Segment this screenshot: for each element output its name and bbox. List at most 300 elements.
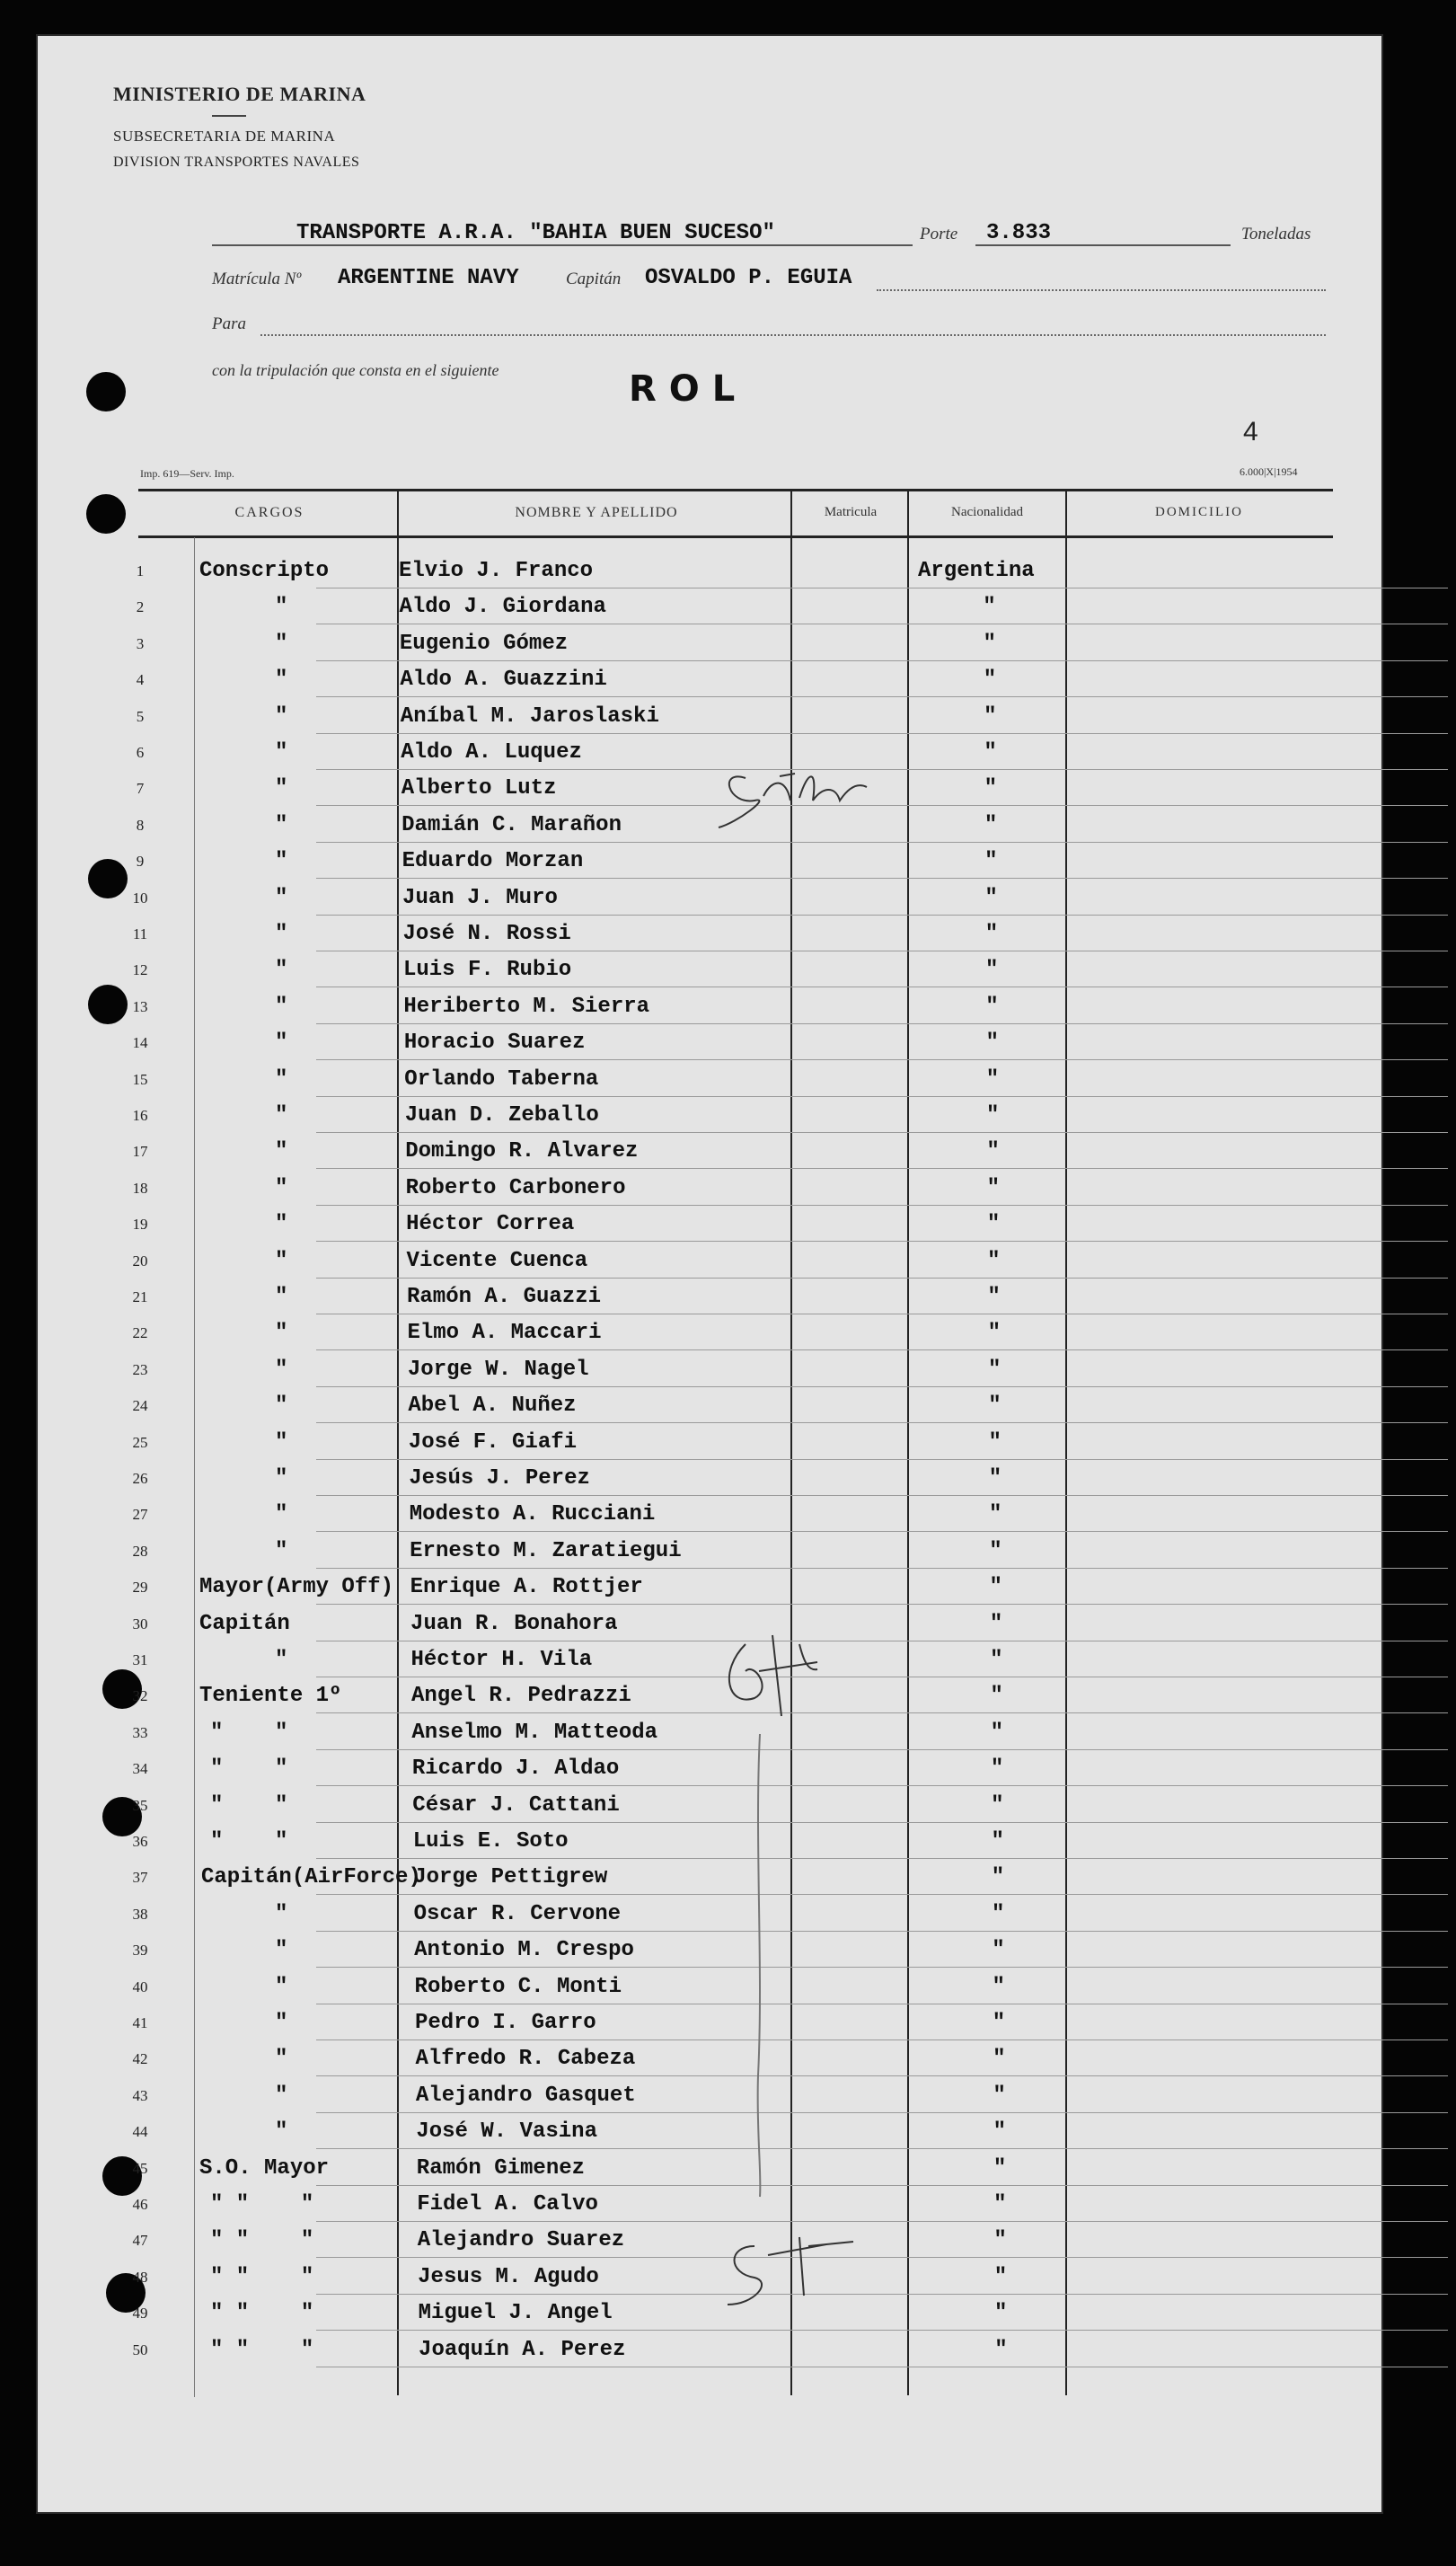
table-row [113,2116,1335,2152]
cargo-cell: " [275,1466,288,1491]
row-number: 17 [132,1143,148,1161]
nacionalidad-cell: " [987,1357,1002,1382]
col-header-domicilio: DOMICILIO [1155,505,1243,519]
table-row [113,1027,1335,1063]
cargo-cell: " [275,2011,288,2035]
row-number: 1 [136,562,145,580]
nacionalidad-cell: " [993,2264,1008,2289]
nacionalidad-cell: " [987,1321,1002,1346]
name-cell: Vicente Cuenca [406,1248,588,1273]
nacionalidad-cell: " [993,2228,1007,2253]
name-cell: José W. Vasina [416,2119,597,2145]
matricula-value: ARGENTINE NAVY [338,266,519,290]
name-cell: Antonio M. Crespo [414,1938,634,1963]
capitan-line [877,289,1326,291]
name-cell: Fidel A. Calvo [417,2192,598,2216]
table-row [113,1100,1335,1136]
row-number: 15 [132,1070,148,1088]
divider [212,115,246,117]
name-cell: Domingo R. Alvarez [405,1139,639,1164]
row-number: 45 [132,2159,148,2177]
table-row [113,1136,1335,1172]
name-cell: Jesús J. Perez [409,1466,590,1491]
cargo-cell: " [275,994,288,1019]
row-rule [316,842,1448,843]
table-row [113,1354,1335,1390]
name-cell: Juan D. Zeballo [404,1103,599,1128]
cargo-cell: " " " [210,2301,314,2326]
name-cell: Luis E. Soto [412,1829,569,1854]
row-rule [316,1712,1448,1713]
cargo-cell: " [275,1066,288,1092]
name-cell: Juan J. Muro [402,885,558,910]
table-row [113,2043,1335,2079]
name-cell: Angel R. Pedrazzi [410,1684,631,1709]
handwritten-mark [710,751,907,832]
tirada-note: 6.000|X|1954 [1240,465,1298,478]
col-header-nacionalidad: Nacionalidad [951,505,1023,519]
nacionalidad-cell: " [986,1103,1000,1128]
name-cell: Roberto Carbonero [405,1175,626,1200]
ministry-heading: MINISTERIO DE MARINA [113,83,366,105]
page-number: 4 [1243,417,1258,447]
handwritten-mark [719,2228,880,2309]
cargo-cell: " [275,776,288,801]
name-cell: Anselmo M. Matteoda [411,1720,658,1745]
row-number: 3 [136,634,145,652]
nacionalidad-cell: " [984,703,997,729]
row-number: 30 [132,1615,148,1633]
name-cell: Joaquín A. Perez [419,2337,626,2362]
row-rule [316,2221,1448,2222]
nacionalidad-cell: " [990,1756,1004,1782]
row-number: 6 [136,744,145,761]
row-rule [316,1604,1448,1605]
handwritten-mark [751,1734,769,2201]
row-rule [316,733,1448,734]
name-cell: Jesus M. Agudo [418,2264,599,2289]
nacionalidad-cell: " [984,885,998,910]
capitan-label: Capitán [566,270,622,288]
name-cell: Abel A. Nuñez [408,1394,577,1419]
nacionalidad-cell: " [991,1792,1004,1818]
cargo-cell: " [275,740,288,765]
nacionalidad-cell: " [991,1865,1005,1890]
name-cell: Alejandro Gasquet [415,2083,636,2108]
table-row [113,555,1335,591]
cargo-cell: Conscripto [199,559,330,583]
name-cell: Ramón Gimenez [416,2155,586,2181]
cargo-cell: " [275,1031,288,1056]
nacionalidad-cell: " [984,740,997,765]
row-rule [316,1495,1448,1496]
table-row [113,1826,1335,1862]
row-rule [316,1749,1448,1750]
table-row [113,991,1335,1027]
row-number: 24 [132,1397,148,1415]
row-number: 16 [132,1107,148,1124]
table-row [113,701,1335,737]
nacionalidad-cell: " [991,1901,1005,1926]
nacionalidad-cell: " [994,2337,1008,2362]
col-header-nombre: NOMBRE Y APELLIDO [515,505,678,520]
cargo-cell: " [275,1212,288,1237]
row-number: 18 [132,1179,148,1197]
row-number: 13 [132,997,148,1015]
row-rule [316,1241,1448,1242]
cargo-cell: " [275,1103,288,1128]
name-cell: Ernesto M. Zaratiegui [410,1538,682,1563]
row-number: 39 [132,1942,148,1960]
division-heading: DIVISION TRANSPORTES NAVALES [113,155,360,170]
row-rule [316,2330,1448,2331]
nacionalidad-cell: " [993,2155,1007,2181]
table-row [113,1499,1335,1535]
row-number: 11 [132,925,148,942]
nacionalidad-cell: " [986,1175,1000,1200]
cargo-cell: " " " [210,2264,314,2289]
nacionalidad-cell: " [989,1502,1002,1527]
table-row [113,1898,1335,1934]
name-cell: Damián C. Marañon [402,812,622,837]
name-cell: Elmo A. Maccari [407,1321,602,1346]
cargo-cell: " [275,885,288,910]
row-rule [316,1422,1448,1423]
row-number: 46 [132,2196,148,2213]
table-row [113,1390,1335,1426]
nacionalidad-cell: " [993,2192,1007,2216]
row-rule [316,1568,1448,1569]
name-cell: Héctor Correa [406,1212,575,1237]
cargo-cell: " [275,703,288,729]
nacionalidad-cell: " [988,1466,1002,1491]
table-row [113,1971,1335,2007]
nacionalidad-cell: " [986,1212,1001,1237]
para-label: Para [212,314,246,333]
cargo-cell: Teniente 1º [199,1684,342,1709]
row-rule [316,1386,1448,1387]
table-row [113,1790,1335,1826]
row-number: 36 [132,1833,148,1850]
row-number: 32 [132,1687,148,1705]
nacionalidad-cell: " [984,812,998,837]
nacionalidad-cell: " [992,1938,1005,1963]
name-cell: Juan R. Bonahora [410,1611,618,1636]
row-rule [316,1785,1448,1786]
row-number: 8 [136,816,145,834]
cargo-cell: " [275,2119,288,2145]
name-cell: Aldo A. Guazzini [400,668,607,693]
nacionalidad-cell: Argentina [918,559,1035,583]
table-row [113,2189,1335,2225]
col-header-cargos: CARGOS [234,505,304,520]
para-line [260,334,1326,336]
row-number: 37 [132,1869,148,1887]
name-cell: Aldo A. Luquez [401,740,582,765]
name-cell: Aníbal M. Jaroslaski [400,703,659,729]
row-number: 43 [132,2086,148,2104]
row-rule [316,2257,1448,2258]
vessel-name: TRANSPORTE A.R.A. "BAHIA BUEN SUCESO" [296,221,775,245]
row-number: 27 [132,1506,148,1524]
nacionalidad-cell: " [988,1429,1002,1455]
row-number: 22 [132,1324,148,1342]
row-rule [316,1967,1448,1968]
row-number: 25 [132,1433,148,1451]
table-row [113,1463,1335,1499]
row-rule [316,1132,1448,1133]
row-rule [316,1023,1448,1024]
name-cell: Luis F. Rubio [402,958,572,983]
row-rule [316,2185,1448,2186]
cargo-cell: " [275,1357,288,1382]
name-cell: Ramón A. Guazzi [407,1285,602,1309]
cargo-cell: " [275,595,288,620]
nacionalidad-cell: " [989,1575,1002,1600]
nacionalidad-cell: " [993,2301,1008,2326]
nacionalidad-cell: " [993,2083,1006,2108]
cargo-cell: " [275,1175,288,1200]
row-number: 19 [132,1216,148,1234]
cargo-cell: " " " [210,2337,314,2362]
row-number: 12 [132,961,148,979]
row-number: 47 [132,2232,148,2250]
cargo-cell: " [275,922,288,946]
row-number: 42 [132,2050,148,2068]
cargo-cell: S.O. Mayor [199,2155,330,2181]
name-cell: José N. Rossi [402,922,571,946]
name-cell: César J. Cattani [412,1792,620,1818]
row-rule [316,2294,1448,2295]
table-row [113,954,1335,990]
name-cell: Alfredo R. Cabeza [415,2047,636,2072]
table-row [113,2080,1335,2116]
row-rule [316,915,1448,916]
table-row [113,1317,1335,1353]
porte-value: 3.833 [986,221,1052,245]
row-number: 49 [132,2305,148,2323]
name-cell: Eduardo Morzan [402,849,584,874]
name-cell: Alberto Lutz [401,776,557,801]
nacionalidad-cell: " [984,849,998,874]
table-row [113,2334,1335,2370]
row-rule [316,1059,1448,1060]
name-cell: Héctor H. Vila [410,1648,593,1672]
name-cell: Modesto A. Rucciani [409,1502,656,1527]
nacionalidad-cell: " [989,1538,1002,1563]
nacionalidad-cell: " [985,1066,1000,1092]
row-rule [316,878,1448,879]
cargo-cell: Capitán(AirForce) [201,1865,421,1890]
name-cell: Elvio J. Franco [399,559,594,583]
cargo-cell: " [275,1248,288,1273]
cargo-cell: " " " [210,2192,314,2216]
col-header-matricula: Matricula [824,505,878,519]
row-number: 7 [136,780,145,798]
cargo-cell: " [275,1502,288,1527]
name-cell: Jorge Pettigrew [413,1865,608,1890]
cargo-cell: " [275,1538,288,1563]
nacionalidad-cell: " [983,631,996,656]
row-rule [316,1278,1448,1279]
row-number: 20 [132,1252,148,1270]
cargo-cell: " [275,958,288,983]
row-number: 29 [132,1579,148,1597]
nacionalidad-cell: " [993,2119,1007,2145]
cargo-cell: " [275,2047,288,2072]
row-rule [316,2075,1448,2076]
cargo-cell: " " [210,1792,288,1818]
cargo-cell: Mayor(Army Off) [199,1575,394,1600]
row-number: 26 [132,1470,148,1487]
table-row [113,1934,1335,1970]
row-rule [316,1531,1448,1532]
table-row [113,1245,1335,1281]
nacionalidad-cell: " [990,1684,1003,1709]
row-number: 2 [136,598,145,616]
table-row [113,845,1335,881]
matricula-label: Matrícula Nº [212,270,302,288]
cargo-cell: " [275,1938,288,1963]
nacionalidad-cell: " [983,668,997,693]
cargo-cell: " [275,2083,288,2108]
table-row [113,1862,1335,1898]
cargo-cell: " [275,1648,288,1672]
cargo-cell: " [275,1429,288,1455]
name-cell: Pedro I. Garro [415,2011,596,2035]
row-rule [316,1931,1448,1932]
toneladas-label: Toneladas [1241,225,1311,243]
cargo-cell: " " [210,1829,288,1854]
table-row [113,1064,1335,1100]
table-row [113,2153,1335,2189]
row-number: 31 [132,1651,148,1668]
row-rule [316,1205,1448,1206]
cargo-cell: " [275,1394,288,1419]
row-rule [316,1096,1448,1097]
row-number: 34 [132,1760,148,1778]
name-cell: Roberto C. Monti [414,1974,622,1999]
table-row [113,882,1335,918]
cargo-cell: " [275,631,288,656]
nacionalidad-cell: " [989,1611,1003,1636]
row-rule [316,1168,1448,1169]
nacionalidad-cell: " [984,776,998,801]
name-cell: Jorge W. Nagel [407,1357,589,1382]
name-cell: Oscar R. Cervone [413,1901,622,1926]
row-rule [316,1459,1448,1460]
name-cell: Eugenio Gómez [399,631,569,656]
table-row [113,918,1335,954]
name-cell: Aldo J. Giordana [399,595,606,620]
cargo-cell: " [275,849,288,874]
row-number: 35 [132,1796,148,1814]
nacionalidad-cell: " [985,994,999,1019]
row-rule [316,660,1448,661]
name-cell: Miguel J. Angel [418,2301,613,2326]
cargo-cell: " [275,668,288,693]
document-title: ROL [629,368,748,410]
handwritten-mark [719,1617,844,1734]
table-row [113,1172,1335,1208]
nacionalidad-cell: " [991,1829,1004,1854]
row-number: 4 [136,671,145,689]
table-header-rule [138,535,1333,538]
table-row [113,1208,1335,1244]
table-row [113,591,1335,627]
name-cell: Horacio Suarez [403,1031,586,1056]
table-row [113,664,1335,700]
row-rule [316,2148,1448,2149]
tripulacion-text: con la tripulación que consta en el siguiente [212,361,499,379]
row-number: 9 [136,853,145,871]
cargo-cell: " [275,1901,288,1926]
row-number: 10 [132,889,148,907]
nacionalidad-cell: " [983,595,996,620]
row-number: 14 [132,1034,148,1052]
table-row [113,1571,1335,1607]
row-rule [316,1822,1448,1823]
row-number: 23 [132,1360,148,1378]
nacionalidad-cell: " [987,1285,1001,1309]
row-number: 40 [132,1978,148,1995]
row-number: 44 [132,2123,148,2141]
subsecretaria-heading: SUBSECRETARIA DE MARINA [113,128,336,145]
row-rule [316,1858,1448,1859]
capitan-value: OSVALDO P. EGUIA [645,266,852,290]
porte-label: Porte [920,225,958,243]
cargo-cell: " [275,1974,288,1999]
cargo-cell: " [275,1321,288,1346]
nacionalidad-cell: " [986,1139,1000,1164]
table-row [113,1535,1335,1571]
name-cell: Orlando Taberna [404,1066,599,1092]
cargo-cell: " " [210,1720,288,1745]
table-top-rule [138,489,1333,491]
punch-hole [86,372,126,411]
row-number: 50 [132,2340,148,2358]
row-rule [316,1349,1448,1350]
cargo-cell: " " [210,1756,288,1782]
name-cell: José F. Giafi [408,1429,578,1455]
row-number: 5 [136,707,145,725]
cargo-cell: Capitán [199,1611,290,1636]
row-rule [316,2112,1448,2113]
nacionalidad-cell: " [984,922,999,946]
nacionalidad-cell: " [985,1031,999,1056]
table-row [113,1753,1335,1789]
name-cell: Enrique A. Rottjer [410,1575,643,1600]
row-rule [316,1894,1448,1895]
cargo-cell: " [275,812,288,837]
row-number: 28 [132,1542,148,1560]
table-row [113,1281,1335,1317]
row-rule [316,696,1448,697]
row-number: 48 [132,2268,148,2286]
imprenta-note: Imp. 619—Serv. Imp. [140,467,234,480]
row-number: 21 [132,1288,148,1305]
table-row [113,1427,1335,1463]
cargo-cell: " " " [210,2228,314,2253]
nacionalidad-cell: " [990,1648,1003,1672]
nacionalidad-cell: " [984,958,999,983]
table-row [113,628,1335,664]
row-number: 41 [132,2014,148,2031]
name-cell: Ricardo J. Aldao [411,1756,620,1782]
name-cell: Heriberto M. Sierra [403,994,650,1019]
name-cell: Alejandro Suarez [417,2228,625,2253]
nacionalidad-cell: " [992,1974,1005,1999]
